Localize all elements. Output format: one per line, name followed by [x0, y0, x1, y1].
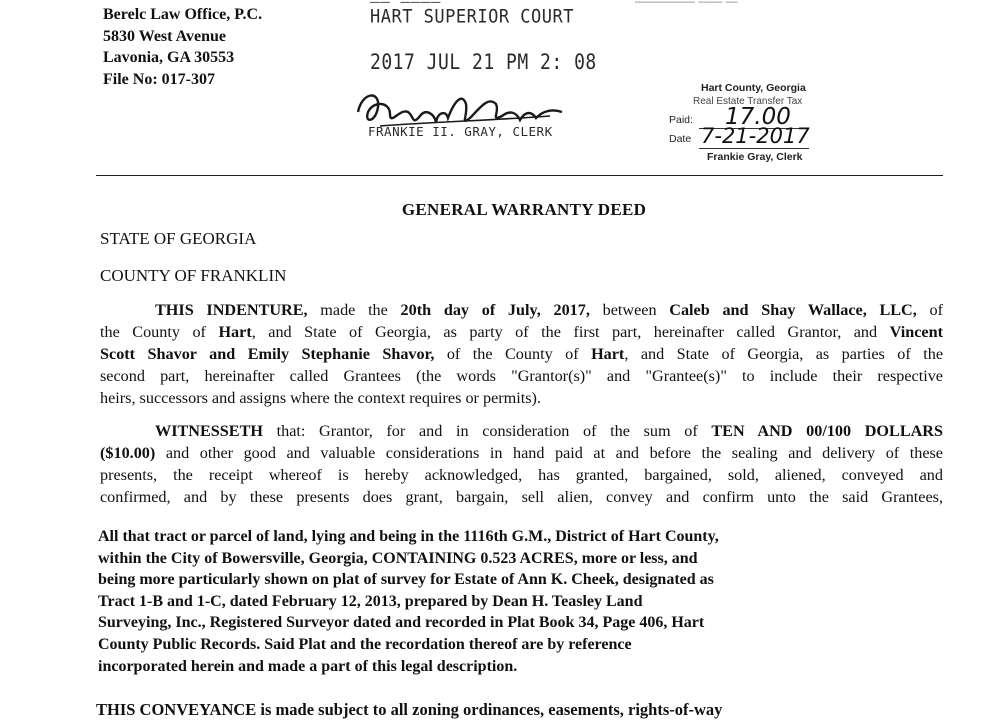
header-divider [96, 175, 943, 176]
law-firm-city: Lavonia, GA 30553 [103, 49, 235, 66]
indenture-date: 20th day of July, 2017, [400, 301, 590, 319]
county-caption: COUNTY OF FRANKLIN [100, 266, 287, 285]
witnesseth-text: and other good and valuable considerations in hand paid at and before the sealing and delivery of these [155, 444, 943, 462]
indenture-line-3 [100, 343, 943, 365]
tax-date-value: 7-21-2017 [701, 124, 810, 148]
law-firm-street: 5830 West Avenue [103, 27, 226, 45]
court-filing-stamp [350, 0, 610, 160]
grantor-name: Caleb and Shay Wallace, LLC, [669, 301, 917, 319]
indenture-line-1 [100, 299, 943, 321]
witnesseth-line-2 [100, 442, 943, 464]
legal-description [98, 526, 858, 677]
indenture-text: , and State of Georgia, as parties of the [624, 345, 943, 363]
indenture-line-4: second part, hereinafter called Grantees (the words "Grantor(s)" and "Grantee(s)" to include their respective [100, 367, 943, 385]
consideration-numeric: ($10.00) [100, 444, 156, 462]
tax-stamp-county: Hart County, Georgia [701, 82, 806, 94]
indenture-lead: THIS INDENTURE, [155, 301, 308, 319]
witnesseth-text: that: Grantor, for and in consideration of the sum of [262, 422, 712, 440]
preparer-block [103, 4, 262, 90]
tax-stamp-clerk: Frankie Gray, Clerk [707, 151, 803, 163]
grantee-name: Scott Shavor and Emily Stephanie Shavor, [100, 345, 435, 363]
law-firm-name: Berelc Law Office, P.C. [103, 6, 263, 23]
clerk-name: FRANKIE II. GRAY, CLERK [368, 124, 553, 139]
witnesseth-paragraph [100, 420, 943, 508]
legal-line: Surveying, Inc., Registered Surveyor dated and recorded in Plat Book 34, Page 406, Hart [98, 614, 705, 632]
filing-date-time: 2017 JUL 21 PM 2: 08 [370, 49, 597, 76]
legal-line: County Public Records. Said Plat and the recordation thereof are by reference [98, 635, 632, 653]
document-title: GENERAL WARRANTY DEED [401, 200, 647, 219]
tax-paid-label: Paid: [669, 114, 693, 126]
grantor-county: Hart [218, 323, 252, 341]
file-number: File No: 017-307 [103, 70, 215, 88]
indenture-line-5: heirs, successors and assigns where the context requires or permits). [100, 389, 541, 407]
legal-line: All that tract or parcel of land, lying and being in the 1116th G.M., District of Hart County, [98, 528, 719, 545]
state-caption: STATE OF GEORGIA [100, 229, 257, 248]
legal-line: Tract 1-B and 1-C, dated February 12, 2013, prepared by Dean H. Teasley Land [98, 592, 643, 610]
tax-date-label: Date [669, 133, 692, 145]
grantee-county: Hart [591, 345, 625, 363]
witnesseth-line-1 [100, 420, 943, 442]
indenture-paragraph [100, 299, 943, 409]
indenture-text: the County of [100, 323, 219, 341]
court-stamp-top-fragment: —— ———— [370, 0, 441, 11]
legal-line: being more particularly shown on plat of survey for Estate of Ann K. Cheek, designated as [98, 571, 714, 589]
grantee-name: Vincent [889, 323, 943, 341]
tax-stamp-top-fragment: ————— —— — [635, 0, 738, 8]
witnesseth-line-4: confirmed, and by these presents does grant, bargain, sell alien, convey and confirm unto the said Grantees, [100, 488, 943, 506]
indenture-text: of the County of [434, 345, 592, 363]
transfer-tax-stamp [635, 0, 845, 170]
consideration-amount: TEN AND 00/100 DOLLARS [711, 422, 943, 440]
indenture-text: of [916, 301, 943, 319]
legal-line: incorporated herein and made a part of this legal description. [98, 657, 518, 675]
conveyance-paragraph: THIS CONVEYANCE is made subject to all zoning ordinances, easements, rights-of-way [96, 700, 723, 719]
indenture-line-2 [100, 321, 943, 343]
legal-line: within the City of Bowersville, Georgia, CONTAINING 0.523 ACRES, more or less, and [98, 549, 698, 567]
indenture-text: made the [307, 301, 401, 319]
indenture-text: , and State of Georgia, as party of the first part, hereinafter called Grantor, and [251, 323, 890, 341]
witnesseth-line-3: presents, the receipt whereof is hereby acknowledged, has granted, bargained, sold, aliened, conveyed and [100, 466, 943, 484]
indenture-text: between [589, 301, 670, 319]
court-name: HART SUPERIOR COURT [370, 6, 574, 28]
witnesseth-lead: WITNESSETH [155, 422, 263, 440]
tax-paid-amount: 17.00 [725, 104, 791, 130]
tax-date-underline [699, 148, 809, 149]
tax-stamp-label: Real Estate Transfer Tax [693, 96, 803, 107]
